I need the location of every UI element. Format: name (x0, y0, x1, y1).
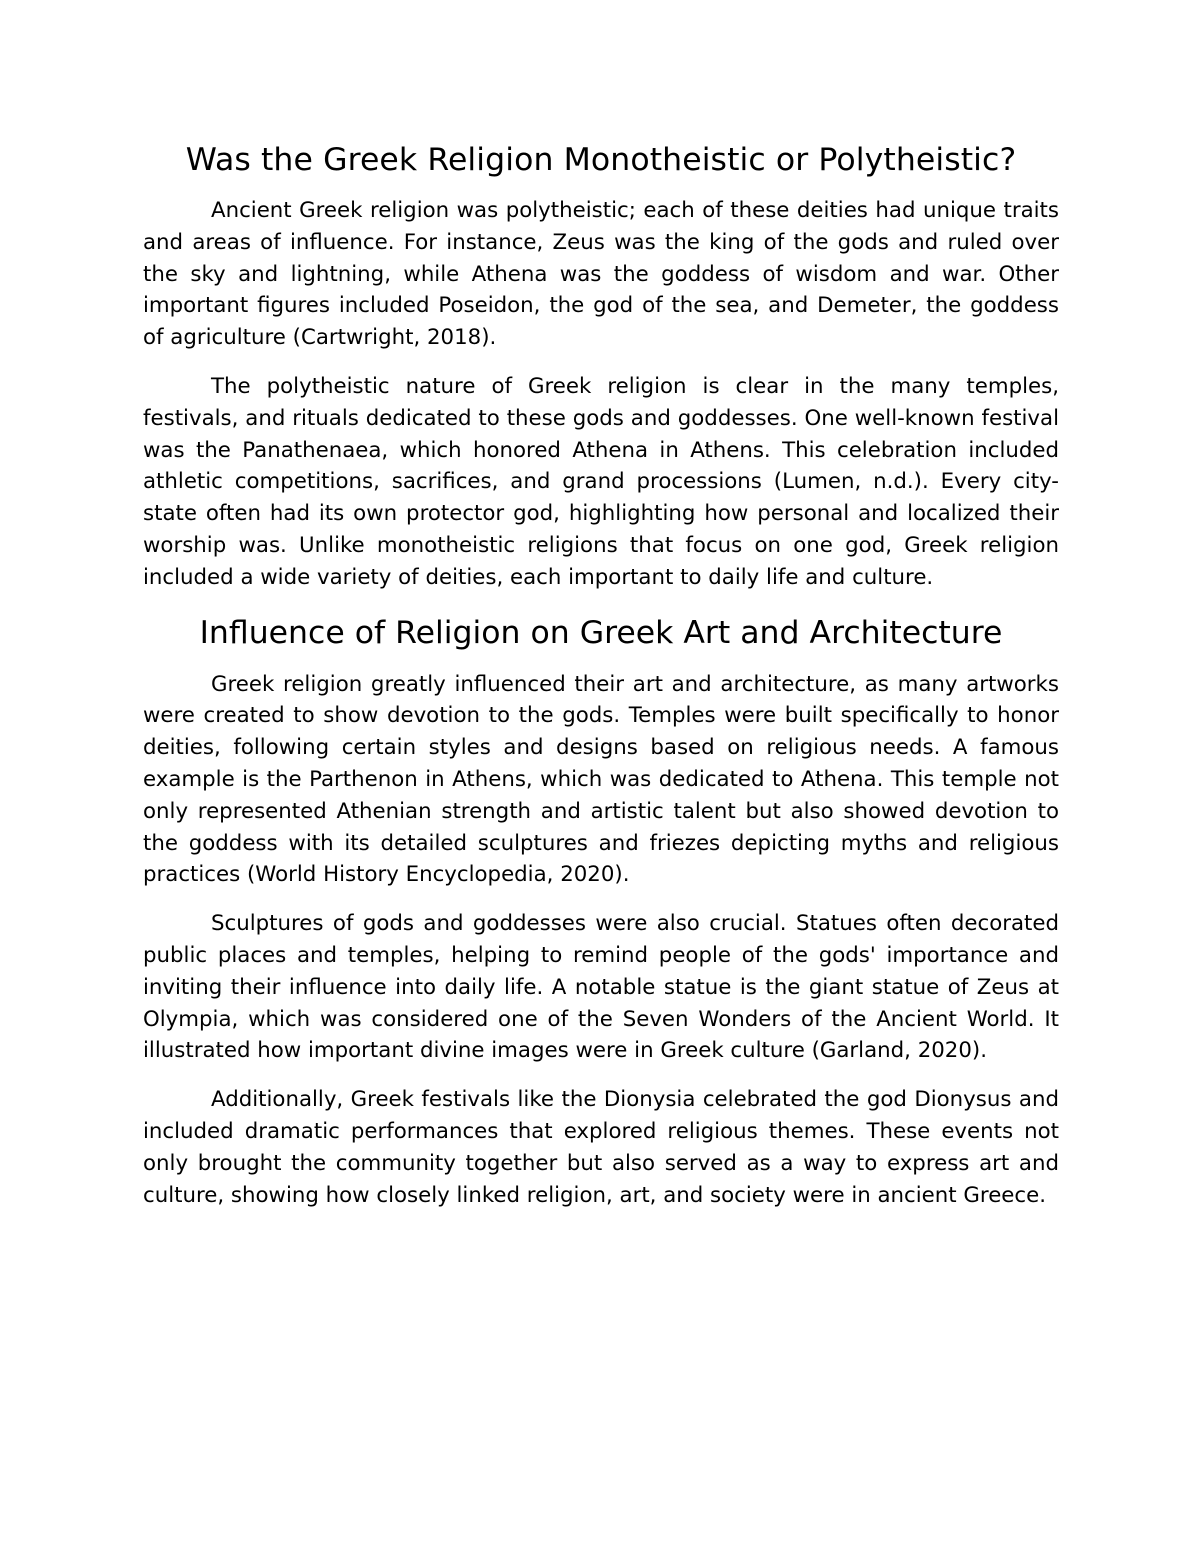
document-page (143, 138, 1059, 1228)
paragraph-polytheism-intro: Ancient Greek religion was polytheistic; each of these deities had unique traits and areas of influence. For instance, Zeus was the king of the gods and ruled over the sky and lightning, while Athena was the goddess of wisdom and war. Other important figures included Poseidon, the god of the sea, and Demeter, the goddess of agriculture (Cartwright, 2018). (143, 198, 1059, 351)
document-title: Was the Greek Religion Monotheistic or Polytheistic? (185, 142, 1017, 178)
section-heading-art-architecture: Influence of Religion on Greek Art and Architecture (199, 614, 1003, 651)
paragraph-art-architecture: Greek religion greatly influenced their art and architecture, as many artworks were created to show devotion to the gods. Temples were built specifically to honor deities, following certain styles and designs based on religious needs. A famous example is the Parthenon in Athens, which was dedicated to Athena. This temple not only represented Athenian strength and artistic talent but also showed devotion to the goddess with its detailed sculptures and friezes depicting myths and religious practices (World History Encyclopedia, 2020). (143, 671, 1059, 888)
paragraph-sculptures: Sculptures of gods and goddesses were also crucial. Statues often decorated public places and temples, helping to remind people of the gods' importance and inviting their influence into daily life. A notable statue is the giant statue of Zeus at Olympia, which was considered one of the Seven Wonders of the Ancient World. It illustrated how important divine images were in Greek culture (Garland, 2020). (143, 911, 1059, 1064)
paragraph-festivals: Additionally, Greek festivals like the Dionysia celebrated the god Dionysus and included dramatic performances that explored religious themes. These events not only brought the community together but also served as a way to express art and culture, showing how closely linked religion, art, and society were in ancient Greece. (143, 1087, 1059, 1208)
paragraph-polytheism-practices: The polytheistic nature of Greek religion is clear in the many temples, festivals, and rituals dedicated to these gods and goddesses. One well-known festival was the Panathenaea, which honored Athena in Athens. This celebration included athletic competitions, sacrifices, and grand processions (Lumen, n.d.). Every city-state often had its own protector god, highlighting how personal and localized their worship was. Unlike monotheistic religions that focus on one god, Greek religion included a wide variety of deities, each important to daily life and culture. (143, 373, 1059, 590)
